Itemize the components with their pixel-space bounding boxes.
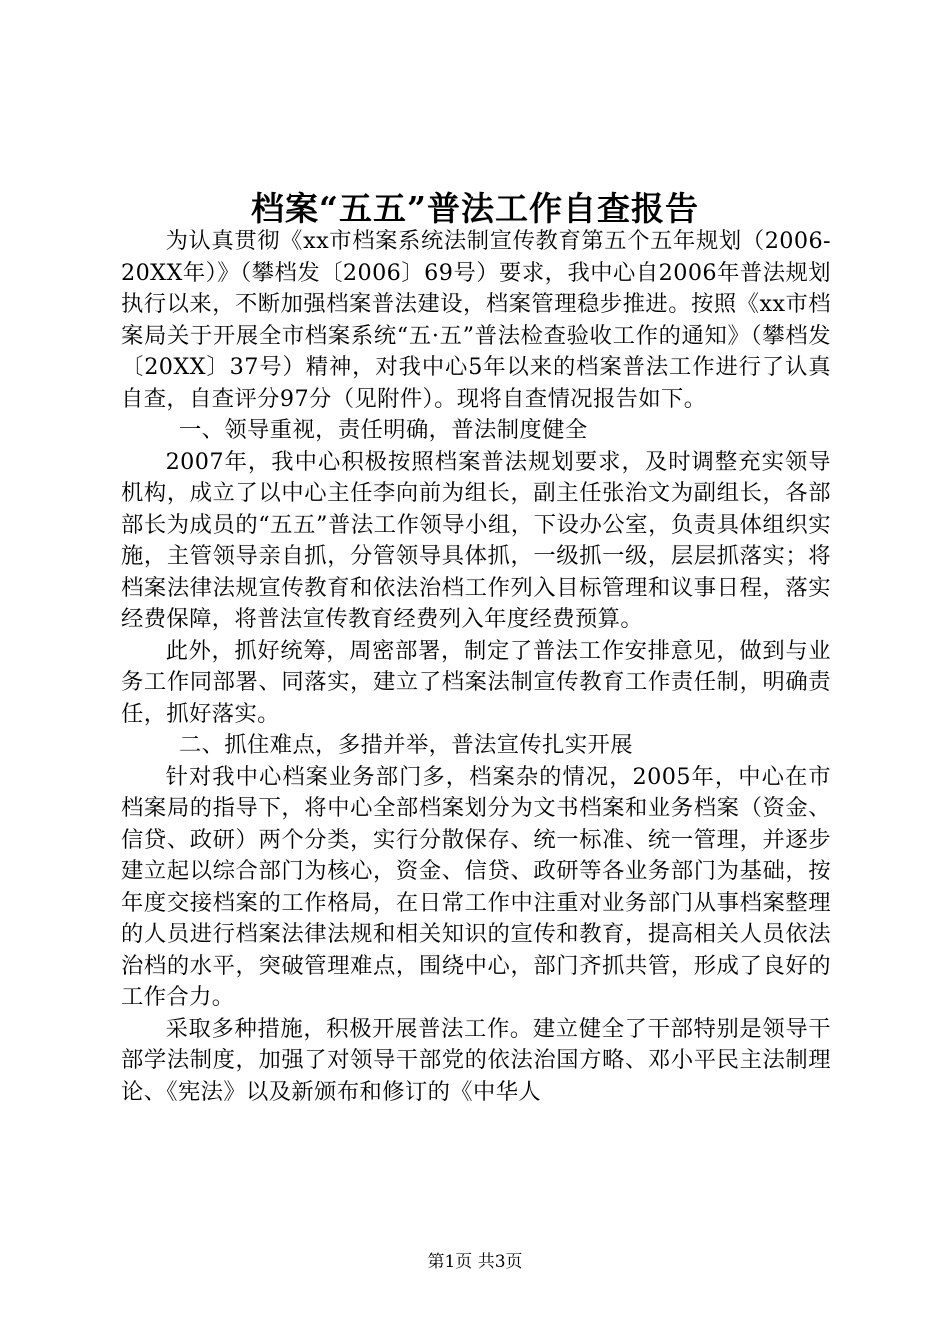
paragraph-planning: 此外，抓好统筹，周密部署，制定了普法工作安排意见，做到与业务工作同部署、同落实，建立了档案法制宣传教育工作责任制，明确责任，抓好落实。 [121,637,831,727]
paragraph-intro: 为认真贯彻《xx市档案系统法制宣传教育第五个五年规划（2006-20XX年）》（攀档发〔2006〕69号）要求，我中心自2006年普法规划执行以来，不断加强档案普法建设，档案管理稳步推进。按照《xx市档案局关于开展全市档案系统“五·五”普法检查验收工作的通知》（攀档发〔20XX〕37号）精神，对我中心5年以来的档案普法工作进行了认真自查，自查评分97分（见附件）。现将自查情况报告如下。 [121,228,831,412]
section-heading-2: 二、抓住难点，多措并举，普法宣传扎实开展 [178,732,633,758]
paragraph-archives: 针对我中心档案业务部门多，档案杂的情况，2005年，中心在市档案局的指导下，将中心全部档案划分为文书档案和业务档案（资金、信贷、政研）两个分类，实行分散保存、统一标准、统一管理，并逐步建立起以综合部门为核心，资金、信贷、政研等各业务部门为基础，按年度交接档案的工作格局，在日常工作中注重对业务部门从事档案整理的人员进行档案法律法规和相关知识的宣传和教育，提高相关人员依法治档的水平，突破管理难点，围绕中心，部门齐抓共管，形成了良好的工作合力。 [121,763,831,1010]
paragraph-leadership: 2007年，我中心积极按照档案普法规划要求，及时调整充实领导机构，成立了以中心主任李向前为组长，副主任张治文为副组长，各部部长为成员的“五五”普法工作领导小组，下设办公室，负责具体组织实施，主管领导亲自抓，分管领导具体抓，一级抓一级，层层抓落实；将档案法律法规宣传教育和依法治档工作列入目标管理和议事日程，落实经费保障，将普法宣传教育经费列入年度经费预算。 [121,448,831,632]
paragraph-measures: 采取多种措施，积极开展普法工作。建立健全了干部特别是领导干部学法制度，加强了对领导干部党的依法治国方略、邓小平民主法制理论、《宪法》以及新颁布和修订的《中华人 [121,1015,831,1105]
document-body [121,226,831,1108]
page-footer: 第1页 共3页 [427,1252,523,1272]
document-title: 档案“五五”普法工作自查报告 [251,189,699,228]
section-heading-1: 一、领导重视，责任明确，普法制度健全 [178,417,588,443]
